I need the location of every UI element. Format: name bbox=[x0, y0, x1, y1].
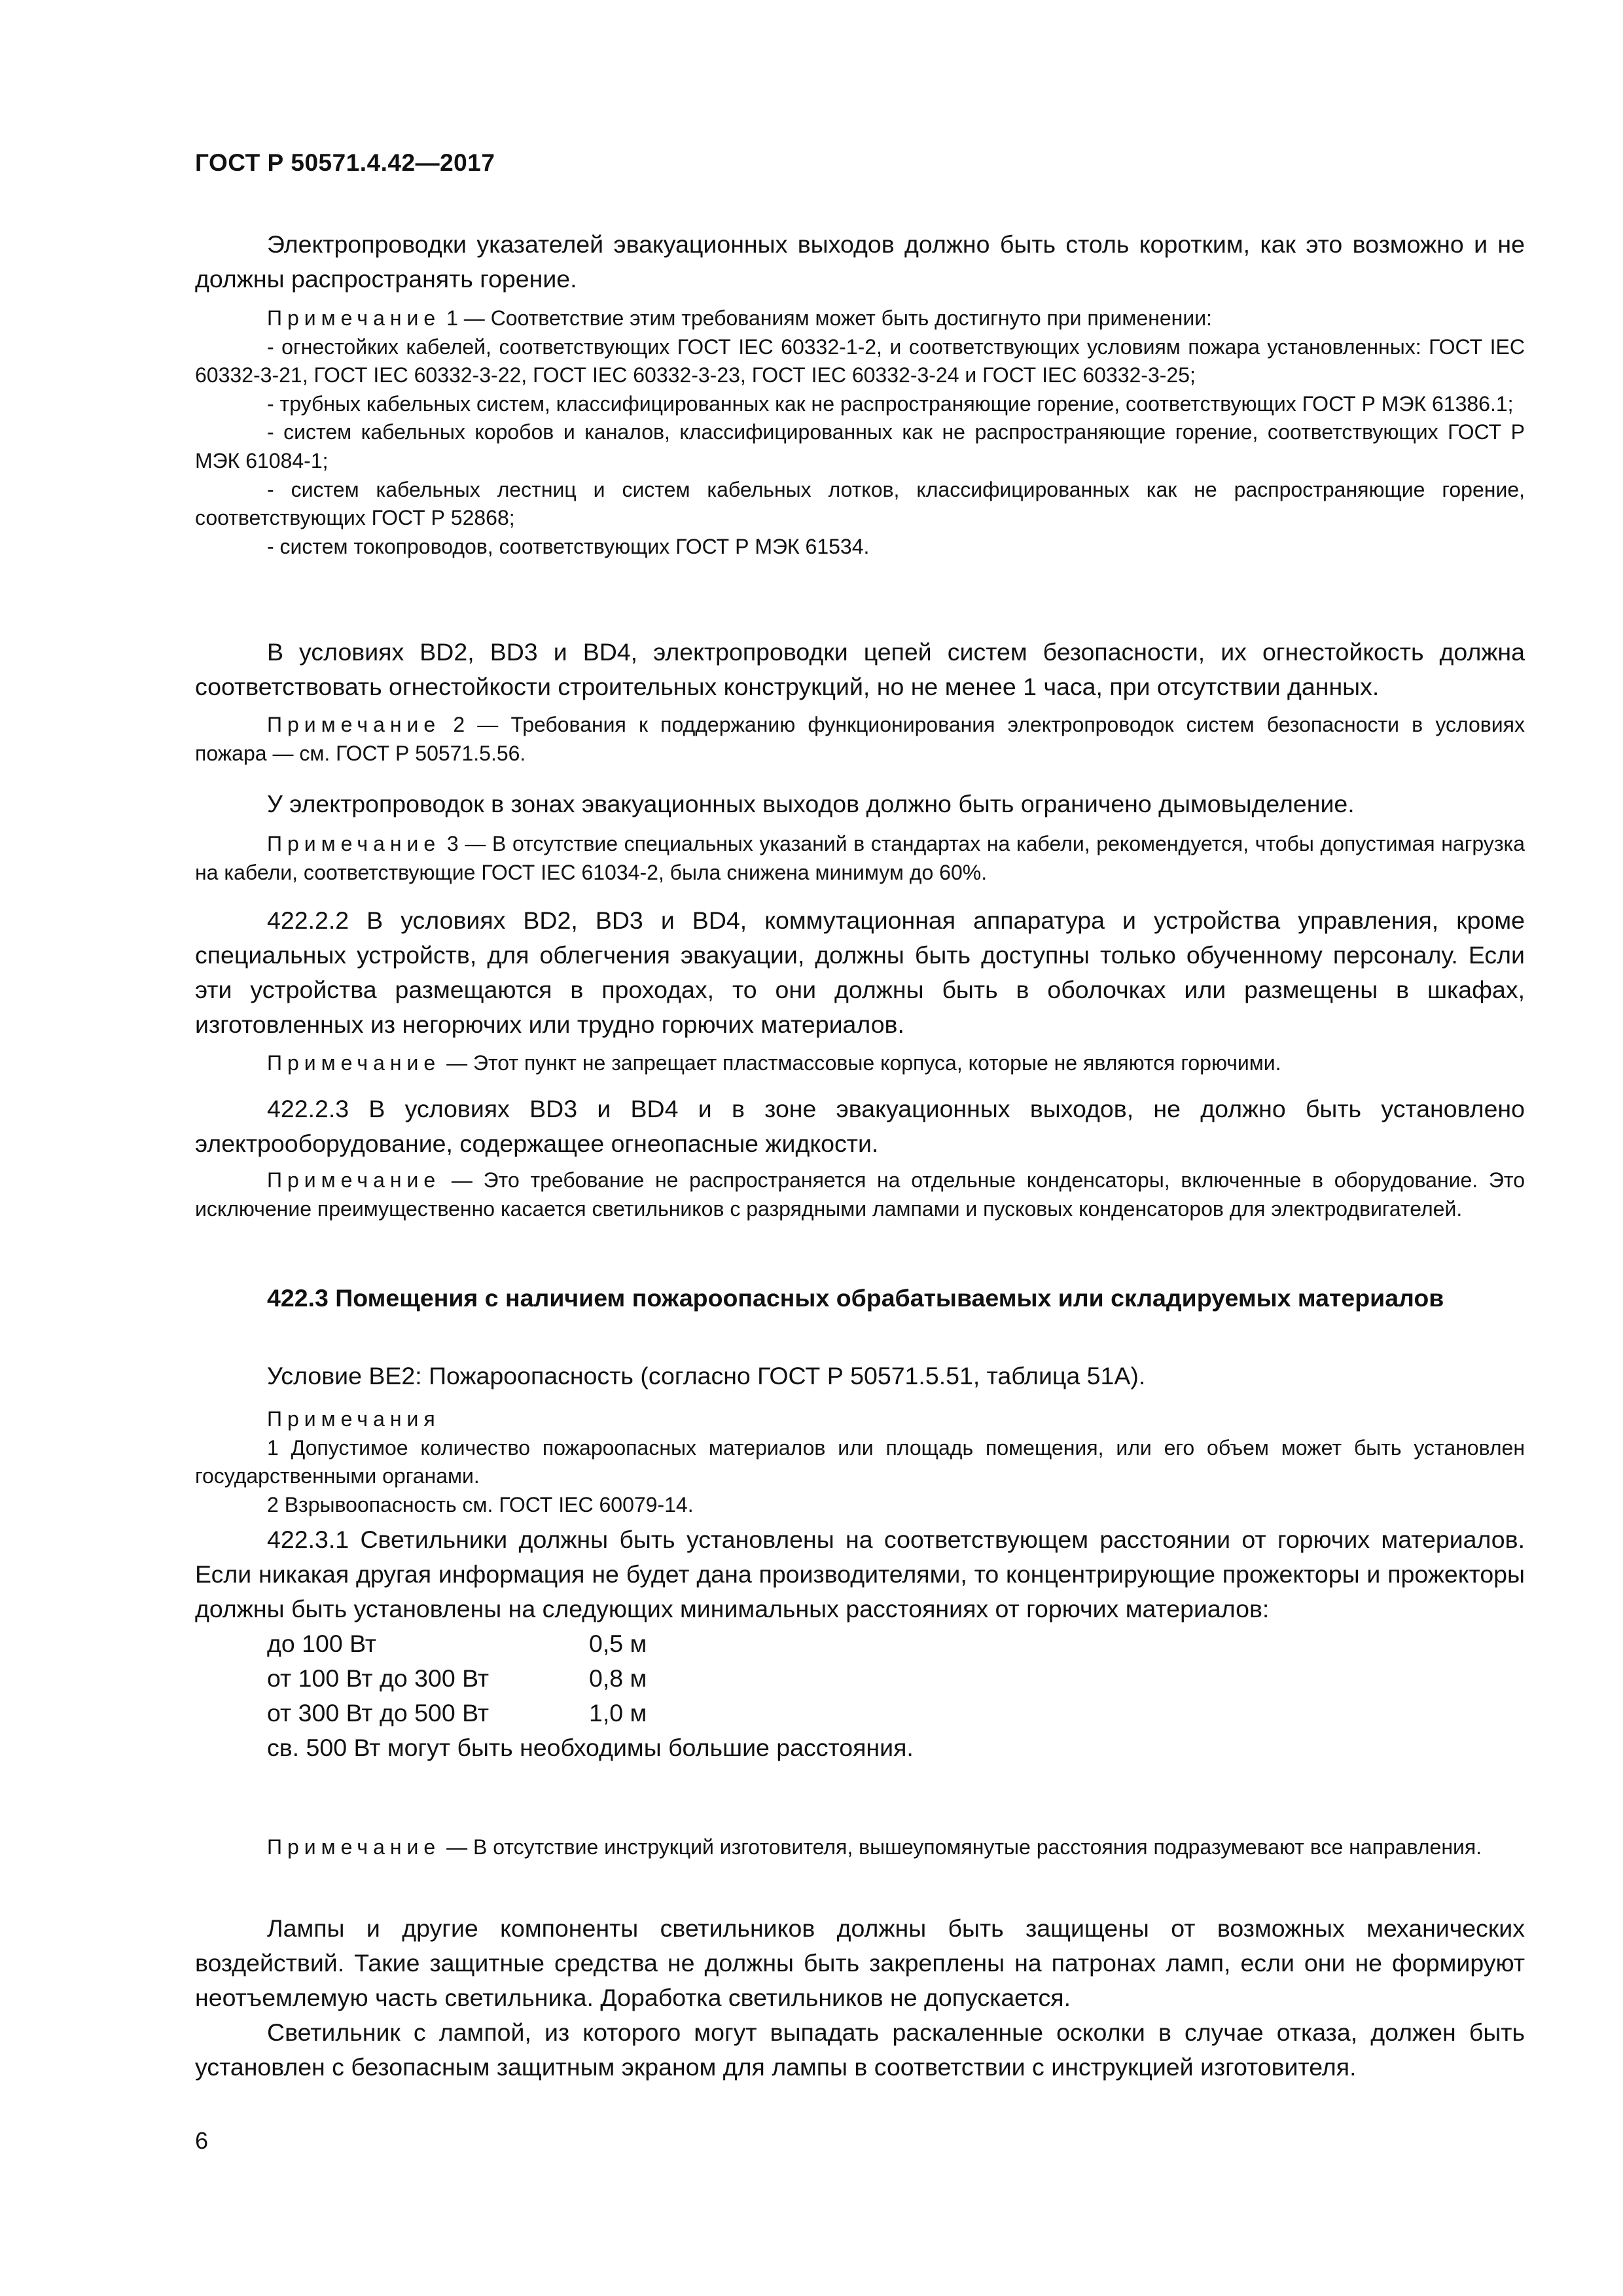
paragraph-2: В условиях BD2, BD3 и BD4, электропроводки цепей систем безопасности, их огнестойкость должна соответствовать огнестойкости строительных конструкций, но не менее 1 часа, при отсутствии данных. bbox=[195, 638, 1525, 700]
notes-6 bbox=[195, 1405, 1525, 1519]
section-422-3 bbox=[195, 1283, 1525, 1313]
note-3: Примечание 3 — В отсутствие специальных указаний в стандартах на кабели, рекомендуется, чтобы допустимая нагрузка на кабели, соответствующие ГОСТ IEC 61034-2, была снижена минимум до 60%. bbox=[195, 832, 1525, 884]
clause-422-3-1: 422.3.1 Светильники должны быть установлены на соответствующем расстоянии от горючих материалов. Если никакая другая информация не будет дана производителями, то концентрирующие прожекторы и прожекторы должны быть установлены на следующих минимальных расстояниях от горючих материалов: до 100 Вт 0,5 м от 100 Вт до 300 Вт 0,8 м от 300 Вт до 500 Вт 1,0 м св. 500 Вт могут быть необходимы большие расстояния. bbox=[195, 1522, 1525, 1765]
clause-422-2-3: 422.2.3 В условиях BD3 и BD4 и в зоне эвакуационных выходов, не должно быть установлено электрооборудование, содержащее огнеопасные жидкости. bbox=[195, 1095, 1525, 1157]
notes-6-item-2: 2 Взрывоопасность см. ГОСТ IEC 60079-14. bbox=[267, 1492, 694, 1516]
paragraph-be2: Условие BE2: Пожароопасность (согласно ГОСТ Р 50571.5.51, таблица 51А). bbox=[267, 1362, 1146, 1390]
paragraph-8: Лампы и другие компоненты светильников должны быть защищены от возможных механических воздействий. Такие защитные средства не должны быть закреплены на патронах ламп, если они не формируют неотъемлемую часть светильника. Доработка светильников не допускается. Светильник с лампой, из которого могут выпадать раскаленные осколки в случае отказа, должен быть установлен с безопасным защитным экраном для лампы в соответствии с инструкцией изготовителя. bbox=[195, 1911, 1525, 2085]
note-label: Примечание bbox=[267, 1168, 441, 1192]
note-4: Примечание — Этот пункт не запрещает пластмассовые корпуса, которые не являются горючими. bbox=[267, 1051, 1281, 1075]
clause-422-2-2: 422.2.2 В условиях BD2, BD3 и BD4, коммутационная аппаратура и устройства управления, кроме специальных устройств, для облегчения эвакуации, должны быть доступны только обученному персоналу. Если эти устройства размещаются в проходах, то они должны быть в оболочках или размещены в шкафах, изготовленных из негорючих или трудно горючих материалов. bbox=[195, 906, 1525, 1038]
paragraph-1: Электропроводки указателей эвакуационных выходов должно быть столь коротким, как это возможно и не должны распространять горение. bbox=[195, 230, 1525, 293]
distance-row: до 100 Вт 0,5 м bbox=[267, 1630, 647, 1657]
note-1: Примечание 1 — Соответствие этим требованиям может быть достигнуто при применении: - огнестойких кабелей, соответствующих ГОСТ IEC 60332-1-2, и соответствующих условиям пожара установленных: ГОСТ IEC 60332-3-21, ГОСТ IEC 60332-3-22, ГОСТ IEC 60332-3-23, ГОСТ IEC 60332-3-24 и ГОСТ IEC 60332-3-25; - трубных кабельных систем, классифицированных как не распространяющие горение, соответствующих ГОСТ Р МЭК 61386.1; - систем кабельных коробов и каналов, классифицированных как не распространяющие горение, соответствующих ГОСТ Р МЭК 61084-1; - систем кабельных лестниц и систем кабельных лотков, классифицированных как не распространяющие горение, соответствующих ГОСТ Р 52868; - систем токопроводов, соответствующих ГОСТ Р МЭК 61534. bbox=[195, 304, 1525, 561]
paragraph-9: Светильник с лампой, из которого могут выпадать раскаленные осколки в случае отказа, должен быть установлен с безопасным защитным экраном для лампы в соответствии с инструкцией изготовителя. bbox=[195, 2018, 1525, 2081]
distance-row: от 300 Вт до 500 Вт 1,0 м bbox=[267, 1699, 647, 1727]
page-number: 6 bbox=[195, 2127, 209, 2154]
note-7: Примечание — В отсутствие инструкций изготовителя, вышеупомянутые расстояния подразумевают все направления. bbox=[267, 1835, 1482, 1859]
note-label: Примечание bbox=[267, 306, 441, 330]
section-title: 422.3 Помещения с наличием пожароопасных обрабатываемых или складируемых материалов bbox=[267, 1284, 1444, 1312]
distance-note: св. 500 Вт могут быть необходимы большие расстояния. bbox=[267, 1734, 914, 1761]
note-label: Примечание bbox=[267, 832, 441, 855]
note-1-item-3: - систем кабельных коробов и каналов, классифицированных как не распространяющие горение, соответствующих ГОСТ Р МЭК 61084-1; bbox=[195, 420, 1525, 473]
note-2: Примечание 2 — Требования к поддержанию функционирования электропроводок систем безопасности в условиях пожара — см. ГОСТ Р 50571.5.56. bbox=[195, 713, 1525, 765]
note-label: Примечание bbox=[267, 1835, 441, 1859]
note-label: Примечание bbox=[267, 1051, 441, 1075]
note-1-item-2: - трубных кабельных систем, классифицированных как не распространяющие горение, соответствующих ГОСТ Р МЭК 61386.1; bbox=[267, 391, 1514, 416]
note-1-item-5: - систем токопроводов, соответствующих ГОСТ Р МЭК 61534. bbox=[267, 534, 870, 558]
note-1-item-4: - систем кабельных лестниц и систем кабельных лотков, классифицированных как не распространяющие горение, соответствующих ГОСТ Р 52868; bbox=[195, 477, 1525, 530]
notes-6-item-1: 1 Допустимое количество пожароопасных материалов или площадь помещения, или его объем может быть установлен государственными органами. bbox=[195, 1435, 1525, 1488]
document-header: ГОСТ Р 50571.4.42—2017 bbox=[195, 149, 495, 176]
note-5: Примечание — Это требование не распространяется на отдельные конденсаторы, включенные в оборудование. Это исключение преимущественно касается светильников с разрядными лампами и пусковых конденсаторов для электродвигателей. bbox=[195, 1168, 1525, 1221]
note-label: Примечание bbox=[267, 713, 441, 736]
distance-row: от 100 Вт до 300 Вт 0,8 м bbox=[267, 1664, 647, 1692]
note-1-item-1: - огнестойких кабелей, соответствующих ГОСТ IEC 60332-1-2, и соответствующих условиям пожара установленных: ГОСТ IEC 60332-3-21, ГОСТ IEC 60332-3-22, ГОСТ IEC 60332-3-23, ГОСТ IEC 60332-3-24 и ГОСТ IEC 60332-3-25; bbox=[195, 334, 1525, 387]
notes-label: Примечания bbox=[267, 1407, 440, 1431]
paragraph-3: У электропроводок в зонах эвакуационных выходов должно быть ограничено дымовыделение. bbox=[267, 790, 1355, 817]
